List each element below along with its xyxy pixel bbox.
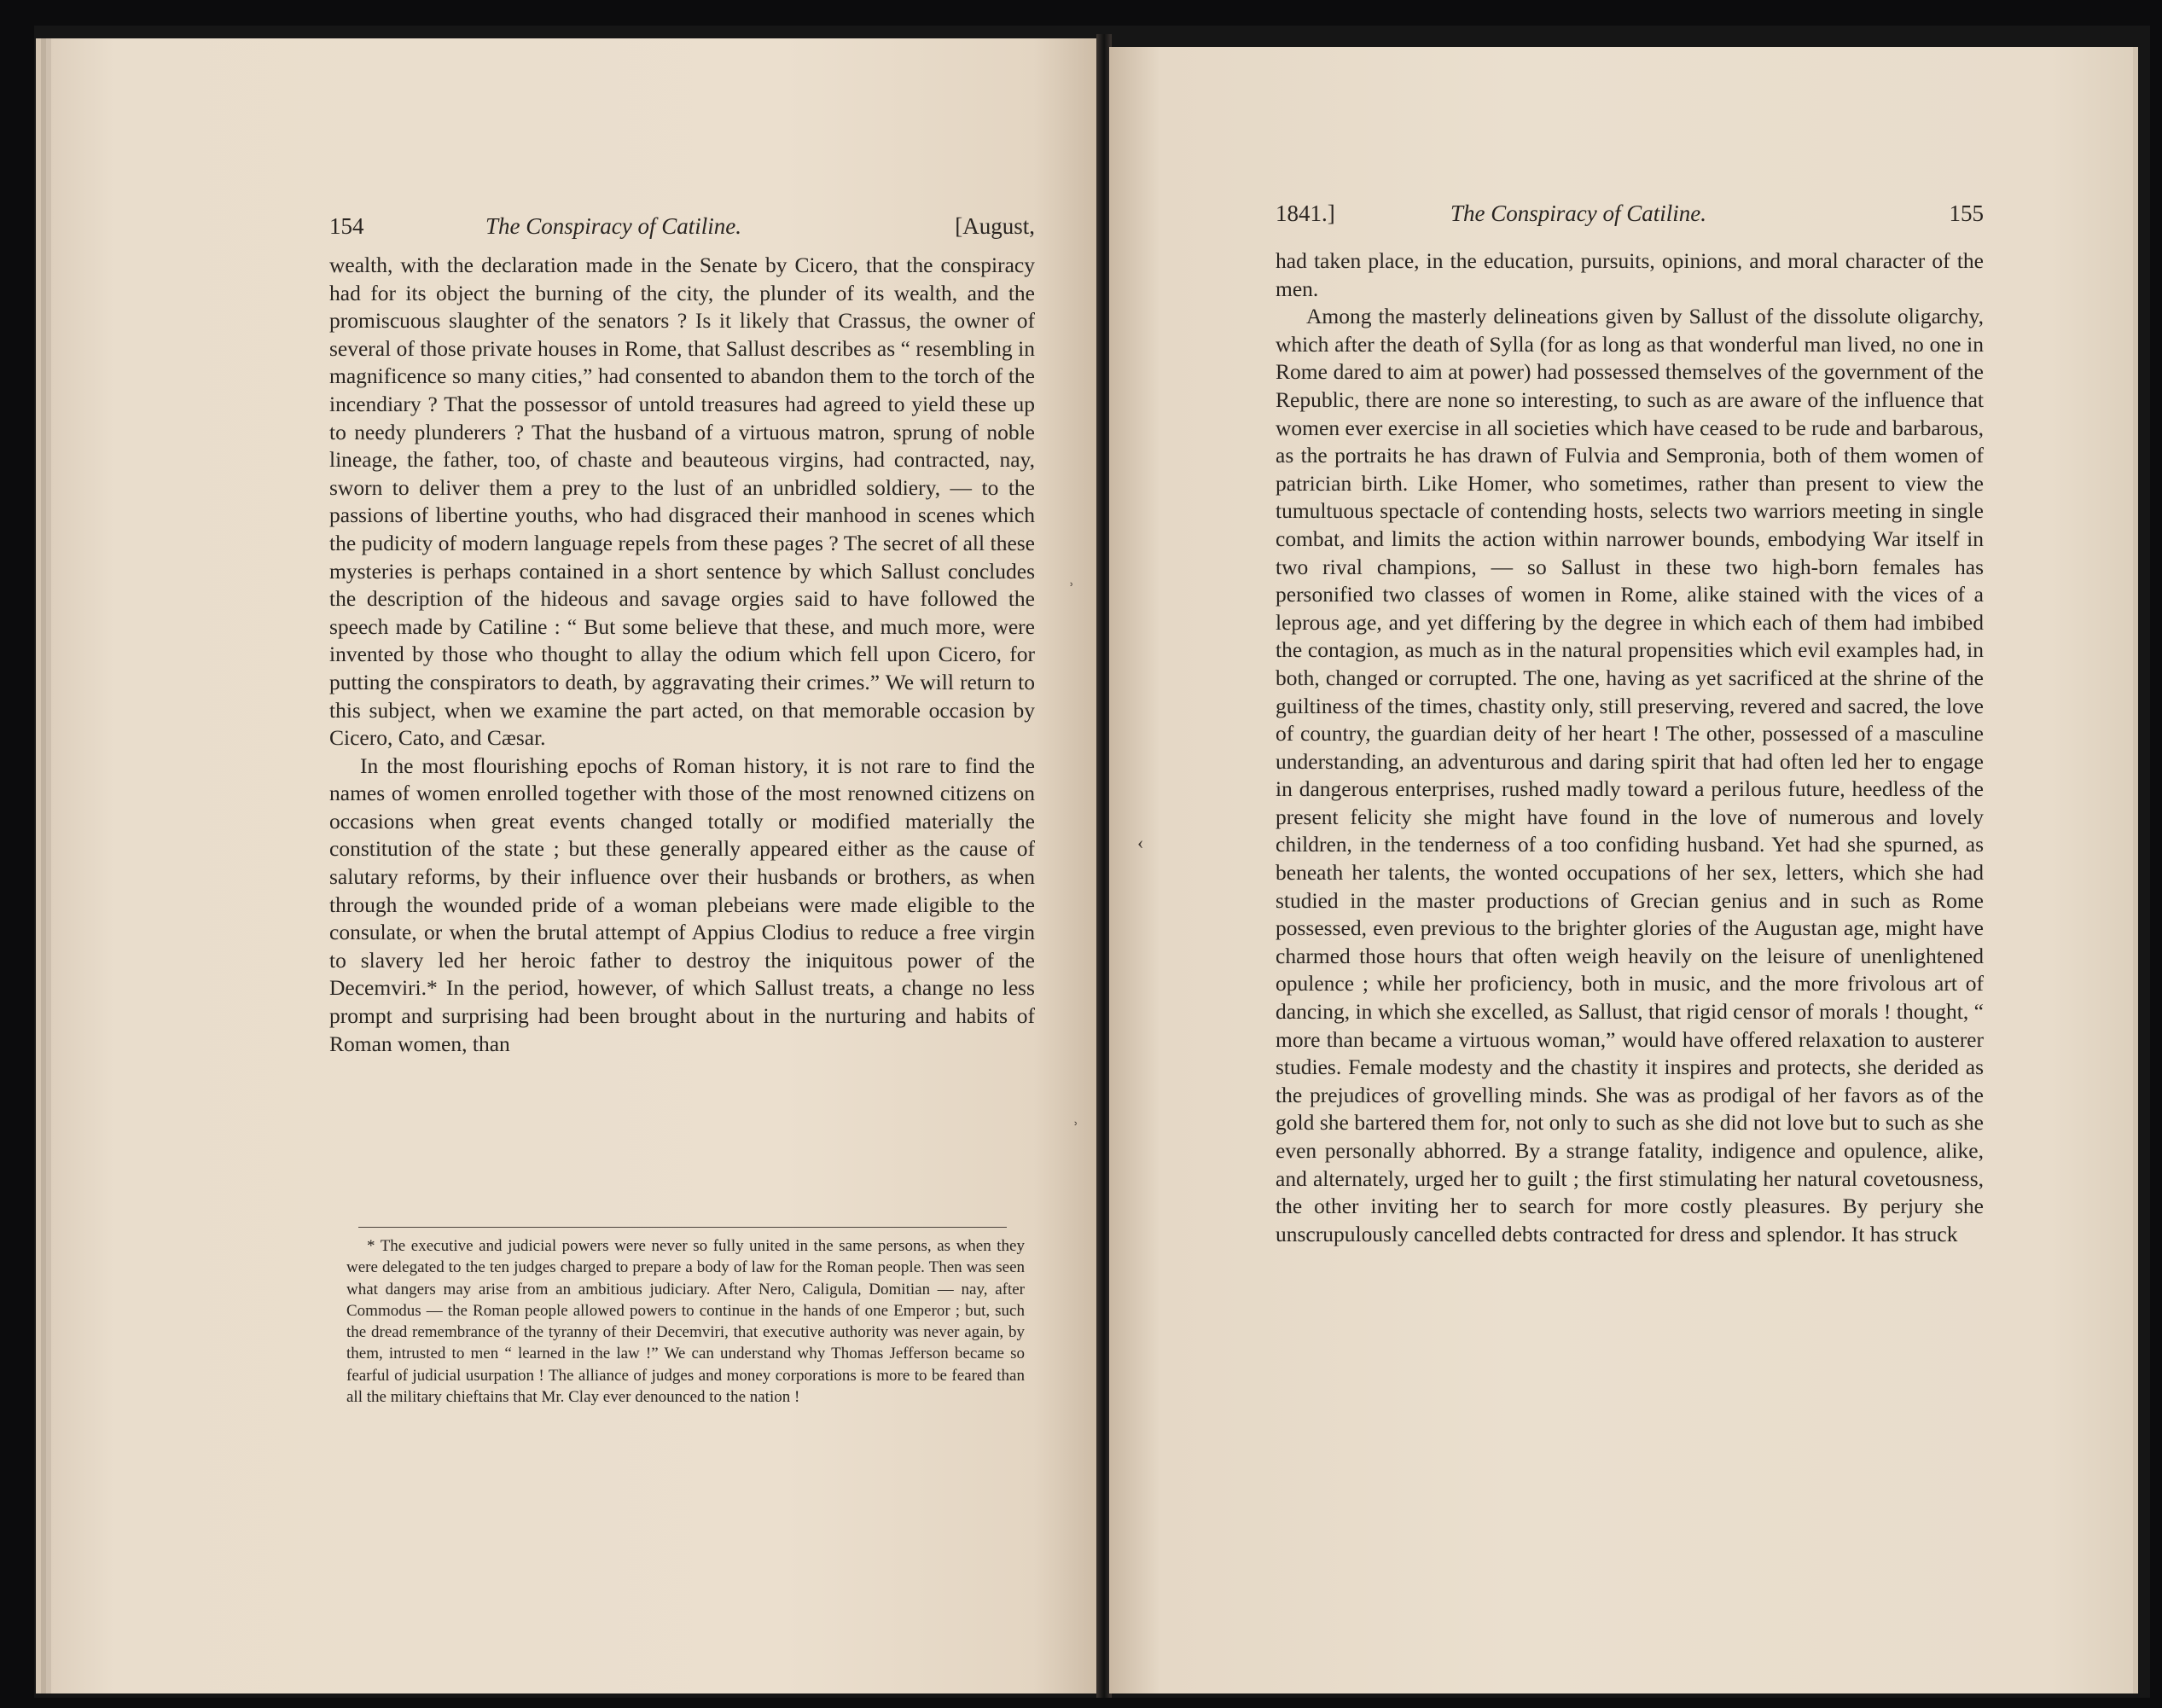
left-paragraph-1: wealth, with the declaration made in the Senate by Cicero, that the conspiracy had for its object the burning of the city, the plunder of its wealth, and the promiscuous slaughter of the senators ? Is it likely that Crassus, the owner of several of those private houses in Rome, that Sallust describes as “ resembling in magnificence so many cities,” had consented to abandon them to the torch of the incendiary ? That the possessor of untold treasures had agreed to yield these up to needy plunderers ? That the husband of a virtuous matron, sprung of noble lineage, the father, too, of chaste and beauteous virgins, had contracted, nay, sworn to deliver them a prey to the lust of an unbridled soldiery, — to the passions of libertine youths, who had disgraced their manhood in scenes which the pudicity of modern language repels from these pages ? The secret of all these mysteries is perhaps contained in a short sentence by which Sallust concludes the description of the hideous and savage orgies said to have followed the speech made by Catiline : “ But some believe that these, and much more, were invented by those who thought to allay the odium which fell upon Cicero, for putting the conspirators to death, by aggravating their crimes.” We will return to this subject, when we examine the part acted, on that memorable occasion by Cicero, Cato, and Cæsar. xyxy=(329,253,1035,751)
left-body-text xyxy=(329,252,1035,1058)
right-running-title: The Conspiracy of Catiline. xyxy=(1450,200,1706,226)
left-page-number: 154 xyxy=(329,213,364,239)
margin-mark: ˒ xyxy=(1068,570,1075,591)
left-page xyxy=(51,38,1096,1693)
left-date-mark: [August, xyxy=(955,213,1035,239)
right-body-text xyxy=(1276,247,1984,1248)
margin-mark: ‹ xyxy=(1137,832,1144,853)
right-paragraph-2: Among the masterly delineations given by Sallust of the dissolute oligarchy, which after the death of Sylla (for as long as that wonderful man lived, no one in Rome dared to aim at power) had possessed themselves of the government of the Republic, there are none so interesting, to such as are aware of the influence that women ever exercise in all societies which have ceased to be rude and barbarous, as the portraits he has drawn of Fulvia and Sempronia, both of them women of patrician birth. Like Homer, who sometimes, rather than present to view the tumultuous spectacle of contending hosts, selects two warriors meeting in single combat, and limits the action within narrower bounds, embodying War itself in two rival champions, — so Sallust in these two high-born females has personified two classes of women in Rome, alike stained with the vices of a leprous age, and yet differing by the degree in which each of them had imbibed the contagion, as much as in the natural propensities which evil examples had, in both, changed or corrupted. The one, having as yet sacrificed at the shrine of the guiltiness of the times, chastity only, still preserving, revered and sacred, the love of country, the guardian deity of her heart ! The other, possessed of a masculine understanding, an adventurous and daring spirit that had often led her to engage in dangerous enterprises, rushed madly toward a perilous future, heedless of the present felicity she might have found in the love of numerous and lovely children, in the tenderness of a too confiding husband. Yet had she spurned, as beneath her talents, the wonted occupations of her sex, letters, which she had studied in the master productions of Grecian genius and in such as Rome possessed, even previous to the brighter glories of the Augustan age, might have charmed those hours that often weigh heavily on the leisure of unenlightened opulence ; while her proficiency, both in music, and the more frivolous art of dancing, in which she excelled, as Sallust, that rigid censor of morals ! thought, “ more than became a virtuous woman,” would have offered relaxation to austerer studies. Female modesty and the chastity it inspires and protects, she derided as the prejudices of grovelling minds. She was as prodigal of her favors as of the gold she bartered them for, not only to such as she did not love but to such as she even personally abhorred. By a strange fatality, indigence and opulence, alike, and alternately, urged her to guilt ; the first stimulating her natural covetousness, the other inviting her to search for more costly pleasures. By perjury she unscrupulously cancelled debts contracted for dress and splendor. It has struck xyxy=(1276,304,1984,1246)
right-page-number: 155 xyxy=(1949,200,1984,226)
left-paragraph-2: In the most flourishing epochs of Roman history, it is not rare to find the names of women enrolled together with those of the most renowned citizens on occasions when great events changed totally or modified materially the constitution of the state ; but these generally appeared either as the cause of salutary reforms, by their influence over their husbands or brothers, as when through the wounded pride of a woman plebeians were made eligible to the consulate, or when the brutal attempt of Appius Clodius to reduce a free virgin to slavery led her heroic father to destroy the iniquitous power of the Decemviri.* In the period, however, of which Sallust treats, a change no less prompt and surprising had been brought about in the nurturing and habits of Roman women, than xyxy=(329,752,1035,1056)
left-footnote xyxy=(346,1235,1025,1408)
footnote-text: * The executive and judicial powers were never so fully united in the same persons, as when they were delegated to the ten judges charged to prepare a body of law for the Roman people. Then was seen what dangers may arise from an ambitious judiciary. After Nero, Caligula, Domitian — nay, after Commodus — the Roman people allowed powers to continue in the hands of one Emperor ; but, such the dread remembrance of the tyranny of their Decemviri, that executive authority was never again, by them, intrusted to men “ learned in the law !” We can understand why Thomas Jefferson became so fearful of judicial usurpation ! The alliance of judges and money corporations is more to be feared than all the military chieftains that Mr. Clay ever denounced to the nation ! xyxy=(346,1237,1025,1407)
footnote-rule xyxy=(358,1227,1007,1228)
right-date-mark: 1841.] xyxy=(1276,200,1335,226)
right-page xyxy=(1109,47,2133,1693)
right-paragraph-1: had taken place, in the education, pursuits, opinions, and moral character of the men. xyxy=(1276,248,1984,301)
left-running-title: The Conspiracy of Catiline. xyxy=(485,213,741,239)
margin-mark: ˒ xyxy=(1072,1109,1079,1130)
